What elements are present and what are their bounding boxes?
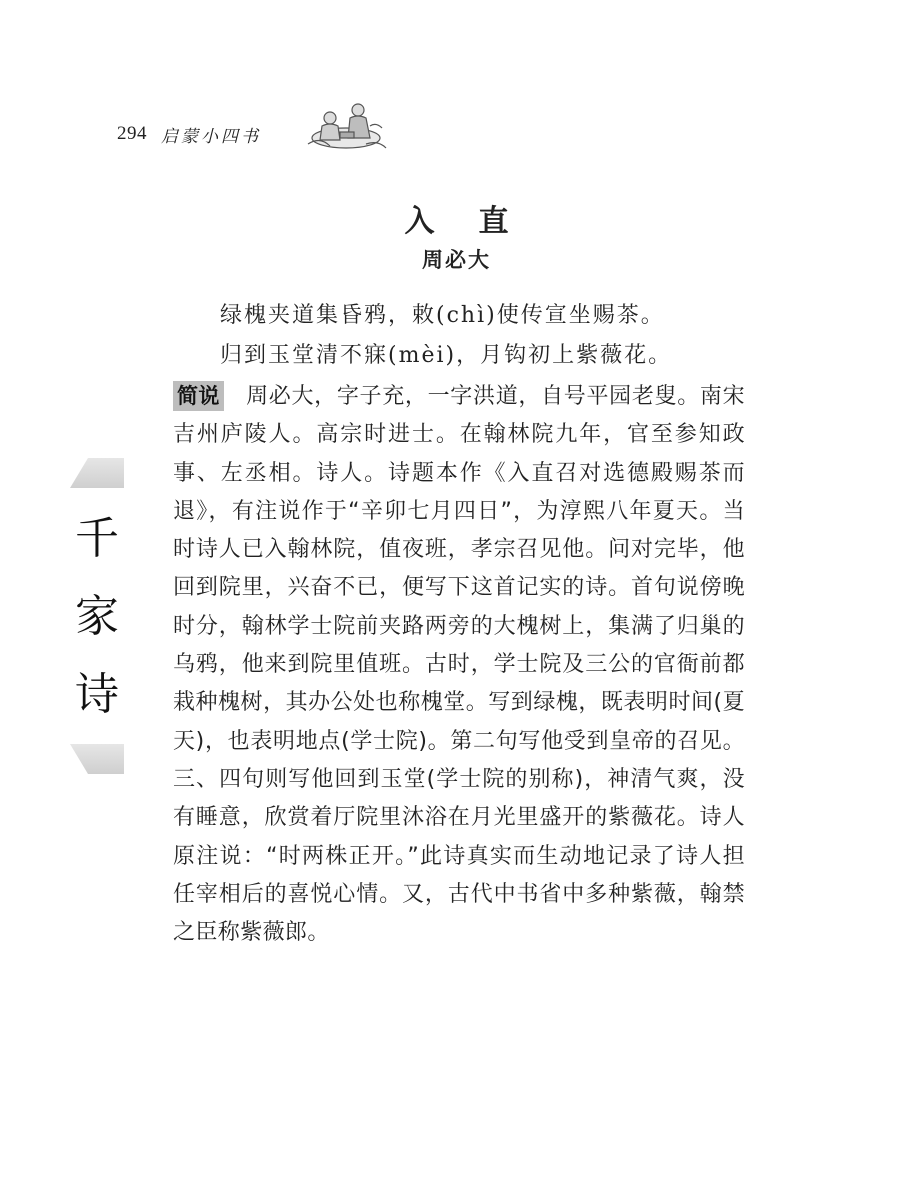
poem-title: 入直 [404,204,553,239]
side-tab-bottom-bar [70,744,124,774]
book-title: 启蒙小四书 [161,126,261,147]
side-tab-char: 千 [75,513,119,564]
section-side-tab [70,458,124,774]
scholars-illustration [300,96,392,156]
side-tab-label [70,488,124,744]
side-tab-char: 诗 [75,669,119,720]
commentary-text: 周必大，字子充，一字洪道，自号平园老叟。南宋吉州庐陵人。高宗时进士。在翰林院九年，官至参知政事、左丞相。诗人。诗题本作《入直召对选德殿赐茶而退》，有注说作于“辛卯七月四日”，为淳熙八年夏天。当时诗人已入翰林院，值夜班，孝宗召见他。问对完毕，他回到院里，兴奋不已，便写下这首记实的诗。首句说傍晚时分，翰林学士院前夹路两旁的大槐树上，集满了归巢的乌鸦，他来到院里值班。古时，学士院及三公的官衙前都栽种槐树，其办公处也称槐堂。写到绿槐，既表明时间(夏天)，也表明地点(学士院)。第二句写他受到皇帝的召见。三、四句则写他回到玉堂(学士院的别称)，神清气爽，没有睡意，欣赏着厅院里沐浴在月光里盛开的紫薇花。诗人原注说：“时两株正开。”此诗真实而生动地记录了诗人担任宰相后的喜悦心情。又，古代中书省中多种紫薇，翰禁之臣称紫薇郎。 [173,384,745,946]
poem-body [220,296,672,376]
poem-line: 归到玉堂清不寐(mèi)，月钩初上紫薇花。 [220,343,673,368]
side-tab-char: 家 [75,591,119,642]
commentary-paragraph [173,378,745,952]
running-header [117,118,261,150]
poem-author: 周必大 [422,248,491,272]
page-number: 294 [117,123,147,144]
poem-line: 绿槐夹道集昏鸦，敕(chì)使传宣坐赐茶。 [220,303,665,328]
side-tab-top-bar [70,458,124,488]
commentary-label: 简说 [173,381,224,411]
